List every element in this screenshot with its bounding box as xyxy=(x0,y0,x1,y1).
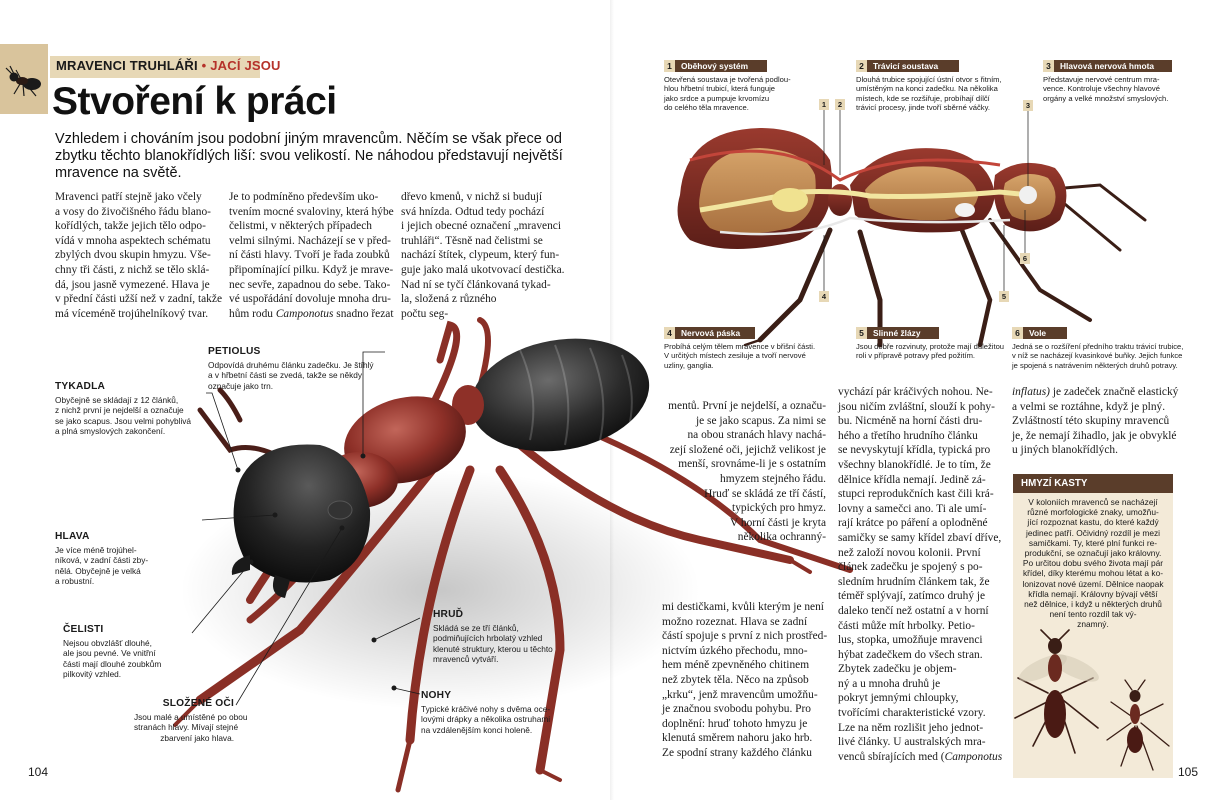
system-3-title: Hlavová nervová hmota xyxy=(1054,60,1172,72)
system-5-number: 5 xyxy=(856,327,867,339)
subsection-name: JACÍ JSOU xyxy=(210,58,281,73)
body-text-line: pokryt jemnými chloupky, xyxy=(838,692,959,705)
system-2-line: umístěným na konci zadečku. Na několika xyxy=(856,84,998,94)
body-text-line: i jejich obecné označení „mravenci xyxy=(401,220,562,233)
system-box-6 xyxy=(1012,327,1183,370)
body-text-line: klenutá směrem nahoru jako hrb. xyxy=(662,732,813,745)
page-number-right: 105 xyxy=(1178,765,1199,779)
body-text-line: „krku“, jenž mravencům umožňu- xyxy=(662,688,818,701)
body-text-line: jsou ničím zvláštní, slouží k pohy- xyxy=(838,400,995,413)
callout-celisti-title: ČELISTI xyxy=(63,624,104,635)
body-text-line: všechny blanokřídlé. Je to tím, že xyxy=(838,458,991,471)
body-text-line: venců sbírajících med (Camponotus xyxy=(838,750,1003,763)
body-text-line: možno rozeznat. Hlava se zadní xyxy=(662,615,808,628)
system-box-5 xyxy=(856,327,1004,361)
system-2-line: místech, kde se rozšiřuje, probíhají dílčí xyxy=(856,93,990,103)
callout-tykadla-title: TYKADLA xyxy=(55,381,106,392)
system-3-text xyxy=(1043,75,1172,103)
system-4-line: Probíhá celým tělem mravence v břišní části. xyxy=(664,342,816,351)
body-text-line: samičky se samy křídel zbaví dříve, xyxy=(838,531,1002,544)
callout-nohy-line: lovými drápky a několika ostruhami xyxy=(421,714,551,725)
system-2-line: trávicí procesy, jinde tvoří sběrné váčky. xyxy=(856,103,990,113)
body-text-line: je značnou svobodu pohybu. Pro xyxy=(662,703,812,716)
callout-tykadla-line: z nichž první je nejdelší a označuje xyxy=(55,405,184,416)
body-text-line: hmyzem stejného řádu. xyxy=(720,472,826,485)
body-text-line: téměř splývají, zatímco druhý je xyxy=(838,590,986,603)
system-6-line: je spojená s natrávením některých druhů potravy. xyxy=(1012,360,1178,370)
body-text-line: hem méně zpevněného chitinem xyxy=(662,659,810,672)
callout-oci-line: Jsou malé a umístěné po obou xyxy=(134,712,248,722)
system-4-line: uzliny, ganglia. xyxy=(664,360,714,370)
system-5-line: Jsou dobře rozvinuty, protože mají důležitou xyxy=(856,342,1005,351)
body-text-line: daleko tenčí než ostatní a v horní xyxy=(838,604,989,617)
body-text-line: Zvláštností této skupiny mravenců xyxy=(1012,415,1170,428)
body-text-line: a velmi se roztáhne, když je plný. xyxy=(1012,400,1166,413)
body-text-line: části může mít hrbolky. Petio- xyxy=(838,619,975,632)
callout-hrud-title: HRUĎ xyxy=(433,609,464,620)
callout-celisti-line: pilkovitý vzhled. xyxy=(63,668,122,679)
body-column-6 xyxy=(1012,385,1179,458)
system-box-3 xyxy=(1043,60,1172,103)
body-text-line: Nad ní se tyčí článkovaná tykad- xyxy=(401,278,551,291)
system-6-line: Jedná se o rozšíření předního traktu trávicí trubice, xyxy=(1012,342,1184,351)
body-text-line: Mravenci patří stejně jako včely xyxy=(55,191,202,203)
callout-nohy-line: Typické kráčivé nohy s dvěma oce- xyxy=(421,704,551,714)
body-text-line: připomínající pilku. Když je mrave- xyxy=(229,263,394,276)
body-text-line: vídá v mnoha aspektech schématu xyxy=(55,234,211,247)
lead-paragraph: Vzhledem i chováním jsou podobní jiným mravencům. Něčím se však přece od zbytku těchto blanokřídlých liší: svou velikostí. Ne náhodou představují největší mravence na světě. xyxy=(55,131,563,181)
callout-petiolus-line: Odpovídá druhému článku zadečku. Je štíhlý xyxy=(208,360,374,370)
body-text-line: stupci reprodukčních kast čili krá- xyxy=(838,488,994,501)
sidebar-line: křídel, díky kterému mohou létat a ko- xyxy=(1022,568,1164,579)
body-text-line: tvořícími charakteristické vzory. xyxy=(838,707,986,720)
system-5-line: roli v přípravě potravy před požitím. xyxy=(856,351,976,361)
system-1-line: do celého těla mravence. xyxy=(664,103,749,113)
body-text-line: Zbytek zadečku je objem- xyxy=(838,663,957,676)
system-4-text xyxy=(664,342,815,370)
body-text-line: a vosy do živočišného řádu blano- xyxy=(55,205,211,218)
body-text-line: Hruď se skládá ze tří částí, xyxy=(704,487,826,500)
body-text-line: guje jako malá ukotvovací destička. xyxy=(401,263,565,276)
body-text-line: nec sevře, zapadnou do sebe. Tako- xyxy=(229,278,391,291)
body-text-line: než zbytek těla. Něco na způsob xyxy=(662,673,809,686)
callout-celisti-line: Nejsou obvzlášť dlouhé, xyxy=(63,638,152,648)
sidebar-line: křídla nemají. Královny bývají větší xyxy=(1028,588,1158,599)
body-column-5 xyxy=(838,385,1003,764)
body-text-line: la, složená z různého xyxy=(401,293,497,306)
body-text-line: kořídlých, takže jejich tělo odpo- xyxy=(55,220,206,233)
body-text-line: inflatus) je zadeček značně elastický xyxy=(1012,386,1179,398)
body-text-line: na obou stranách hlavy nachá- xyxy=(687,429,826,442)
body-text-line: hům rodu Camponotus snadno řezat xyxy=(229,307,394,320)
system-1-line: jako srdce a pumpuje krvomízu xyxy=(664,93,770,103)
sidebar-line: než dělnice, i když u některých druhů xyxy=(1024,599,1162,610)
system-3-line: orgány a velké množství smyslových. xyxy=(1043,93,1169,103)
body-text-line: dělnice křídla nemají. Jedině zá- xyxy=(838,473,986,486)
callout-nohy-line: na vzdálenějším konci holeně. xyxy=(421,724,533,735)
callout-hlava-line: a robustní. xyxy=(55,575,95,586)
page-title: Stvoření k práci xyxy=(52,80,337,123)
sidebar-line: jící rozpoznat kastu, do které každý xyxy=(1027,517,1159,528)
body-text-line: částí spojuje s první z nich prostřed- xyxy=(662,630,828,643)
body-text-line: doplnění: hruď tohoto hmyzu je xyxy=(662,717,808,730)
body-text-line: hýbat zadečkem do všech stran. xyxy=(838,648,983,661)
system-6-number: 6 xyxy=(1012,327,1023,339)
system-5-text xyxy=(856,342,1004,361)
callout-hrud-line: Skládá se ze tří článků, xyxy=(433,623,519,633)
diagram-tag-5: 5 xyxy=(999,291,1009,302)
body-text-line: vychází pár kráčivých nohou. Ne- xyxy=(838,386,993,398)
diagram-tag-6: 6 xyxy=(1020,253,1030,264)
callout-hlava-line: nělá. Obyčejně je velká xyxy=(55,565,141,576)
body-text-line: dá, jsou jasně vymezené. Hlava je xyxy=(55,278,210,291)
body-text-line: v přední části užší než v zadní, takže xyxy=(55,293,222,306)
body-text-line: bu. Nicméně na horní části dru- xyxy=(838,415,983,428)
system-box-4 xyxy=(664,327,815,370)
system-1-text xyxy=(664,75,791,113)
body-text-line: ní části hlavy. Tvoří je řada zoubků xyxy=(229,249,390,262)
body-text-line: mentů. První je nejdelší, a označu- xyxy=(668,400,826,412)
body-text-line: dřevo kmenů, v nichž si budují xyxy=(401,191,543,203)
body-text-line: tvením mocné svaloviny, která hýbe xyxy=(229,205,394,218)
system-6-title: Vole xyxy=(1023,327,1067,339)
page-number-left: 104 xyxy=(28,765,49,779)
system-4-line: V určitých místech zesiluje a tvoří nervové xyxy=(664,351,806,361)
sidebar-line: samičkami. Ty, které plní funkci re- xyxy=(1028,537,1158,548)
callout-petiolus-title: PETIOLUS xyxy=(208,346,261,357)
system-box-2 xyxy=(856,60,1002,113)
castes-sidebar xyxy=(1013,474,1173,778)
callout-hrud-line: podmiňujících hrbolatý vzhled xyxy=(433,633,543,644)
sidebar-line: produkční, se označují jako královny. xyxy=(1024,548,1162,559)
sidebar-line: různé morfologické znaky, umožňu- xyxy=(1027,507,1159,518)
system-6-line: v níž se nacházejí kvasinkové buňky. Jejich funkce xyxy=(1012,351,1183,361)
callout-hlava-line: níková, v zadní části zby- xyxy=(55,555,149,566)
system-2-text xyxy=(856,75,1002,113)
body-text-line: menší, srovnáme-li je s ostatním xyxy=(678,458,826,471)
body-text-line: počtu seg- xyxy=(401,307,449,320)
body-text-line: než založí novou kolonii. První xyxy=(838,546,981,559)
body-text-line: svá hnízda. Odtud tedy pochází xyxy=(401,205,545,218)
diagram-tag-1: 1 xyxy=(819,99,829,110)
body-text-line: chny tři části, z nichž se tělo sklá- xyxy=(55,263,210,276)
sidebar-line: znamný. xyxy=(1077,619,1109,630)
body-text-line: livé články. U australských mra- xyxy=(838,736,986,749)
callout-hrud-line: mravenců vytváří. xyxy=(433,653,499,664)
callout-petiolus-line: označuje jako trn. xyxy=(208,380,274,391)
callout-tykadla-line: Obyčejně se skládají z 12 článků, xyxy=(55,395,179,405)
callout-petiolus-line: a v hřbetní části se zvedá, takže se někdy xyxy=(208,370,363,381)
body-text-line: nictvím úzkého přechodu, mno- xyxy=(662,644,808,657)
system-3-line: vence. Kontroluje všechny hlavové xyxy=(1043,84,1160,94)
system-4-number: 4 xyxy=(664,327,675,339)
system-6-text xyxy=(1012,342,1183,370)
kicker-separator: • xyxy=(201,58,207,73)
system-2-line: Dlouhá trubice spojující ústní otvor s řitním, xyxy=(856,75,1002,84)
sidebar-line: V koloniích mravenců se nacházejí xyxy=(1028,497,1158,507)
body-text-line: rají krátce po páření a oplodněné xyxy=(838,517,988,530)
sidebar-line: není tento rozdíl tak vý- xyxy=(1049,609,1137,620)
body-text-line: truhláři“. Těsně nad čelistmi se xyxy=(401,234,543,247)
callout-tykadla-line: a plná smyslových zakončení. xyxy=(55,425,166,436)
diagram-tag-4: 4 xyxy=(819,291,829,302)
body-text-line: článek zadečku je spojený s po- xyxy=(838,561,983,574)
diagram-tag-2: 2 xyxy=(835,99,845,110)
body-text-line: Ze spodní strany každého článku xyxy=(662,746,812,759)
body-text-line: se nevyskytují křídla, typická pro xyxy=(838,444,991,457)
body-text-line: mi destičkami, kvůli kterým je není xyxy=(662,601,824,613)
body-text-line: několika ochranný- xyxy=(737,531,826,544)
system-1-line: hlou hřbetní trubicí, která funguje xyxy=(664,84,776,94)
callout-hlava-line: Je více méně trojúhel- xyxy=(55,545,137,555)
body-text-line: lus, stopka, umožňuje mravenci xyxy=(838,634,983,647)
body-column-4-continued xyxy=(662,600,826,761)
body-text-line: nachází štítek, clypeum, který fun- xyxy=(401,249,560,262)
callout-tykadla-line: se jako scapus. Jsou velmi pohyblivá xyxy=(55,415,192,426)
callout-hlava-title: HLAVA xyxy=(55,531,90,542)
system-1-number: 1 xyxy=(664,60,675,72)
callout-oci-title: SLOŽENÉ OČI xyxy=(162,698,234,709)
sidebar-line: lonizovat nové území. Dělnice naopak xyxy=(1022,578,1164,589)
callout-celisti-line: ale jsou pevné. Ve vnitřní xyxy=(63,648,156,659)
body-text-line: velmi silnými. Nacházejí se v před- xyxy=(229,234,391,247)
queen-and-worker-ants-icon xyxy=(1013,628,1173,778)
body-text-line: je, že nemají žihadlo, jak je obvyklé xyxy=(1012,429,1177,442)
callout-oci-line: zbarvení jako hlava. xyxy=(160,732,234,743)
body-text-line: Je to podmíněno především uko- xyxy=(229,191,379,203)
callout-oci-line: stranách hlavy. Mívají stejné xyxy=(134,722,239,733)
body-text-line: čelistmi, v některých případech xyxy=(229,220,372,233)
body-text-line: sledním hrudním článkem tak, že xyxy=(838,575,990,588)
body-text-line: V horní části je kryta xyxy=(730,516,826,529)
system-1-line: Otevřená soustava je tvořená podlou- xyxy=(664,75,791,84)
body-text-line: hého a třetího hrudního článku xyxy=(838,429,978,442)
callout-nohy-title: NOHY xyxy=(421,690,452,701)
body-text-line: zejí složené oči, jejichž velikost je xyxy=(669,443,826,456)
callout-celisti-line: části mají dlouhé zoubkům xyxy=(63,658,162,669)
body-text-line: má víceméně trojúhelníkový tvar. xyxy=(55,307,209,320)
system-5-title: Slinné žlázy xyxy=(867,327,939,339)
system-4-title: Nervová páska xyxy=(675,327,755,339)
body-text-line: typických pro hmyz. xyxy=(732,502,826,515)
diagram-tag-3: 3 xyxy=(1023,100,1033,111)
callout-hrud-line: klenuté struktury, kterou u těchto xyxy=(433,643,553,654)
system-3-number: 3 xyxy=(1043,60,1054,72)
body-text-line: lovny a samečci ano. Ti ale umí- xyxy=(838,502,987,515)
body-text-line: je se jako scapus. Za nimi se xyxy=(695,414,826,427)
sidebar-line: Po určitou dobu svého života mají pár xyxy=(1022,558,1164,569)
system-2-number: 2 xyxy=(856,60,867,72)
body-text-line: ný a u mnoha druhů je xyxy=(838,677,941,690)
sidebar-line: jedinec patří. Očividný rozdíl je mezi xyxy=(1025,527,1161,538)
system-3-line: Představuje nervové centrum mra- xyxy=(1043,75,1160,84)
section-name: MRAVENCI TRUHLÁŘI xyxy=(56,58,198,73)
system-box-1 xyxy=(664,60,791,113)
body-text-line: zbylých dvou skupin hmyzu. Vše- xyxy=(55,249,211,262)
body-text-line: Lze na něm rozlišit jeho jednot- xyxy=(838,721,984,734)
body-column-4 xyxy=(640,399,826,545)
sidebar-title: HMYZÍ KASTY xyxy=(1013,474,1173,493)
system-1-title: Oběhový systém xyxy=(675,60,767,72)
sidebar-text xyxy=(1017,497,1169,630)
body-text-line: vé uspořádání dovoluje mnoha dru- xyxy=(229,293,391,306)
system-2-title: Trávicí soustava xyxy=(867,60,959,72)
body-text-line: u jiných blanokřídlých. xyxy=(1012,444,1118,457)
